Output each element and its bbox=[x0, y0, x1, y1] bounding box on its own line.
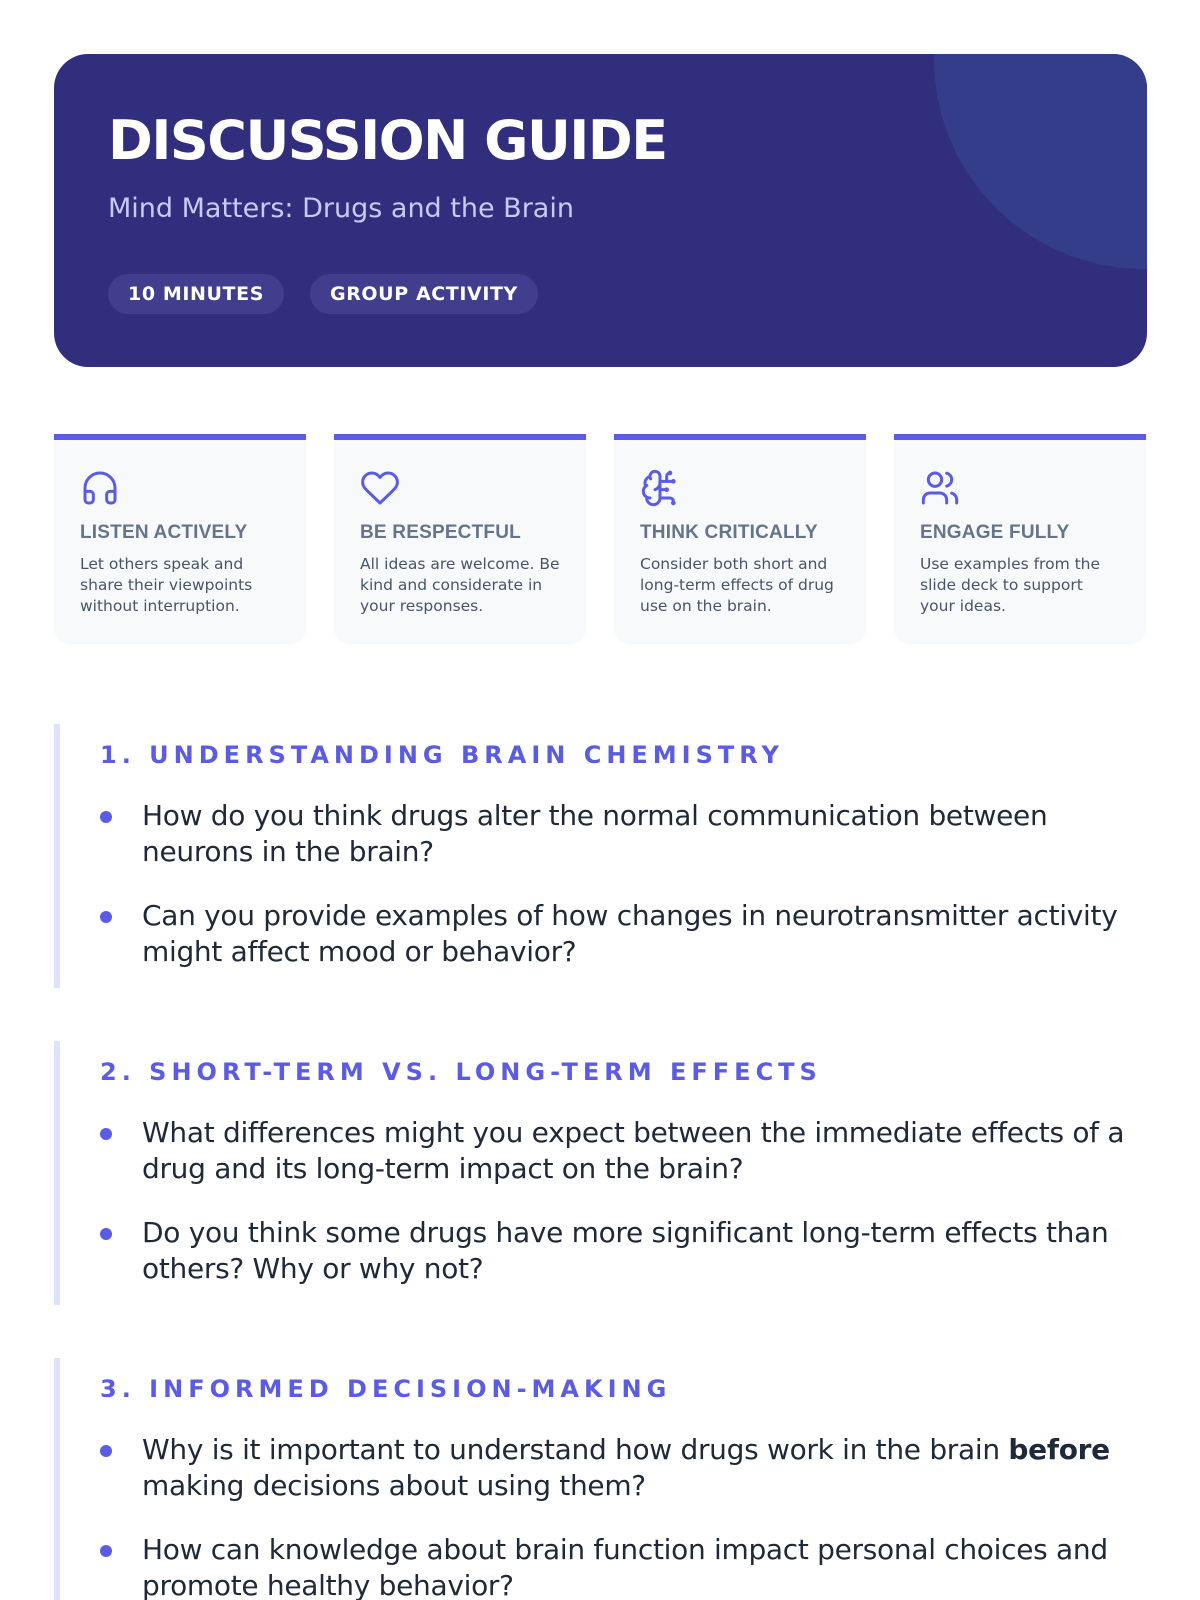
question-text: Can you provide examples of how changes in neurotransmitter activity might affect mood or behavior? bbox=[142, 899, 1118, 968]
discussion-rules bbox=[54, 434, 1147, 644]
heart-icon bbox=[360, 468, 400, 508]
section-heading: 3. INFORMED DECISION-MAKING bbox=[100, 1375, 672, 1403]
question-list bbox=[100, 798, 1147, 970]
section-heading: 2. SHORT-TERM VS. LONG-TERM EFFECTS bbox=[100, 1058, 822, 1086]
rule-title: ENGAGE FULLY bbox=[920, 522, 1070, 543]
header-banner bbox=[54, 54, 1147, 367]
bullet-dot bbox=[100, 911, 112, 923]
rule-description: Consider both short and long-term effects of drug use on the brain. bbox=[640, 555, 834, 615]
activity-type-tag: GROUP ACTIVITY bbox=[310, 274, 538, 314]
duration-tag: 10 MINUTES bbox=[108, 274, 284, 314]
rule-description: All ideas are welcome. Be kind and considerate in your responses. bbox=[360, 555, 560, 615]
bullet-dot bbox=[100, 1545, 112, 1557]
tag-list bbox=[108, 274, 538, 314]
rule-card-respect bbox=[334, 434, 586, 644]
question-text: How do you think drugs alter the normal communication between neurons in the brain? bbox=[142, 799, 1048, 868]
question-text bbox=[142, 1433, 1110, 1502]
rule-description: Let others speak and share their viewpoints without interruption. bbox=[80, 555, 253, 615]
question-text: How can knowledge about brain function impact personal choices and promote healthy behavior? bbox=[142, 1533, 1108, 1600]
rule-card-listen bbox=[54, 434, 306, 644]
question-item bbox=[100, 1215, 1147, 1287]
question-text-start: Why is it important to understand how drugs work in the brain bbox=[142, 1433, 1009, 1466]
bullet-dot bbox=[100, 1445, 112, 1457]
rule-title: BE RESPECTFUL bbox=[360, 522, 521, 543]
section-decision-making bbox=[54, 1358, 1147, 1600]
bullet-dot bbox=[100, 1128, 112, 1140]
question-item bbox=[100, 798, 1147, 870]
rule-title: THINK CRITICALLY bbox=[640, 522, 818, 543]
rule-card-think bbox=[614, 434, 866, 644]
bullet-dot bbox=[100, 1228, 112, 1240]
question-item bbox=[100, 1115, 1147, 1187]
bullet-dot bbox=[100, 811, 112, 823]
brain-icon bbox=[640, 468, 680, 508]
rule-card-engage bbox=[894, 434, 1146, 644]
section-short-long-term bbox=[54, 1041, 1147, 1305]
rule-title: LISTEN ACTIVELY bbox=[80, 522, 248, 543]
question-text-end: making decisions about using them? bbox=[142, 1469, 646, 1502]
question-item bbox=[100, 898, 1147, 970]
page-subtitle: Mind Matters: Drugs and the Brain bbox=[108, 193, 574, 224]
question-list bbox=[100, 1432, 1147, 1600]
question-text: Do you think some drugs have more significant long-term effects than others? Why or why not? bbox=[142, 1216, 1109, 1285]
section-heading: 1. UNDERSTANDING BRAIN CHEMISTRY bbox=[100, 741, 784, 769]
decorative-circle bbox=[934, 54, 1147, 269]
section-brain-chemistry bbox=[54, 724, 1147, 988]
question-item bbox=[100, 1432, 1147, 1504]
headphones-icon bbox=[80, 468, 120, 508]
question-list bbox=[100, 1115, 1147, 1287]
question-item bbox=[100, 1532, 1147, 1600]
users-icon bbox=[920, 468, 960, 508]
page-title: DISCUSSION GUIDE bbox=[108, 109, 667, 172]
question-text: What differences might you expect between the immediate effects of a drug and its long-term impact on the brain? bbox=[142, 1116, 1125, 1185]
emphasis-text: before bbox=[1008, 1433, 1110, 1466]
rule-description: Use examples from the slide deck to support your ideas. bbox=[920, 555, 1101, 615]
